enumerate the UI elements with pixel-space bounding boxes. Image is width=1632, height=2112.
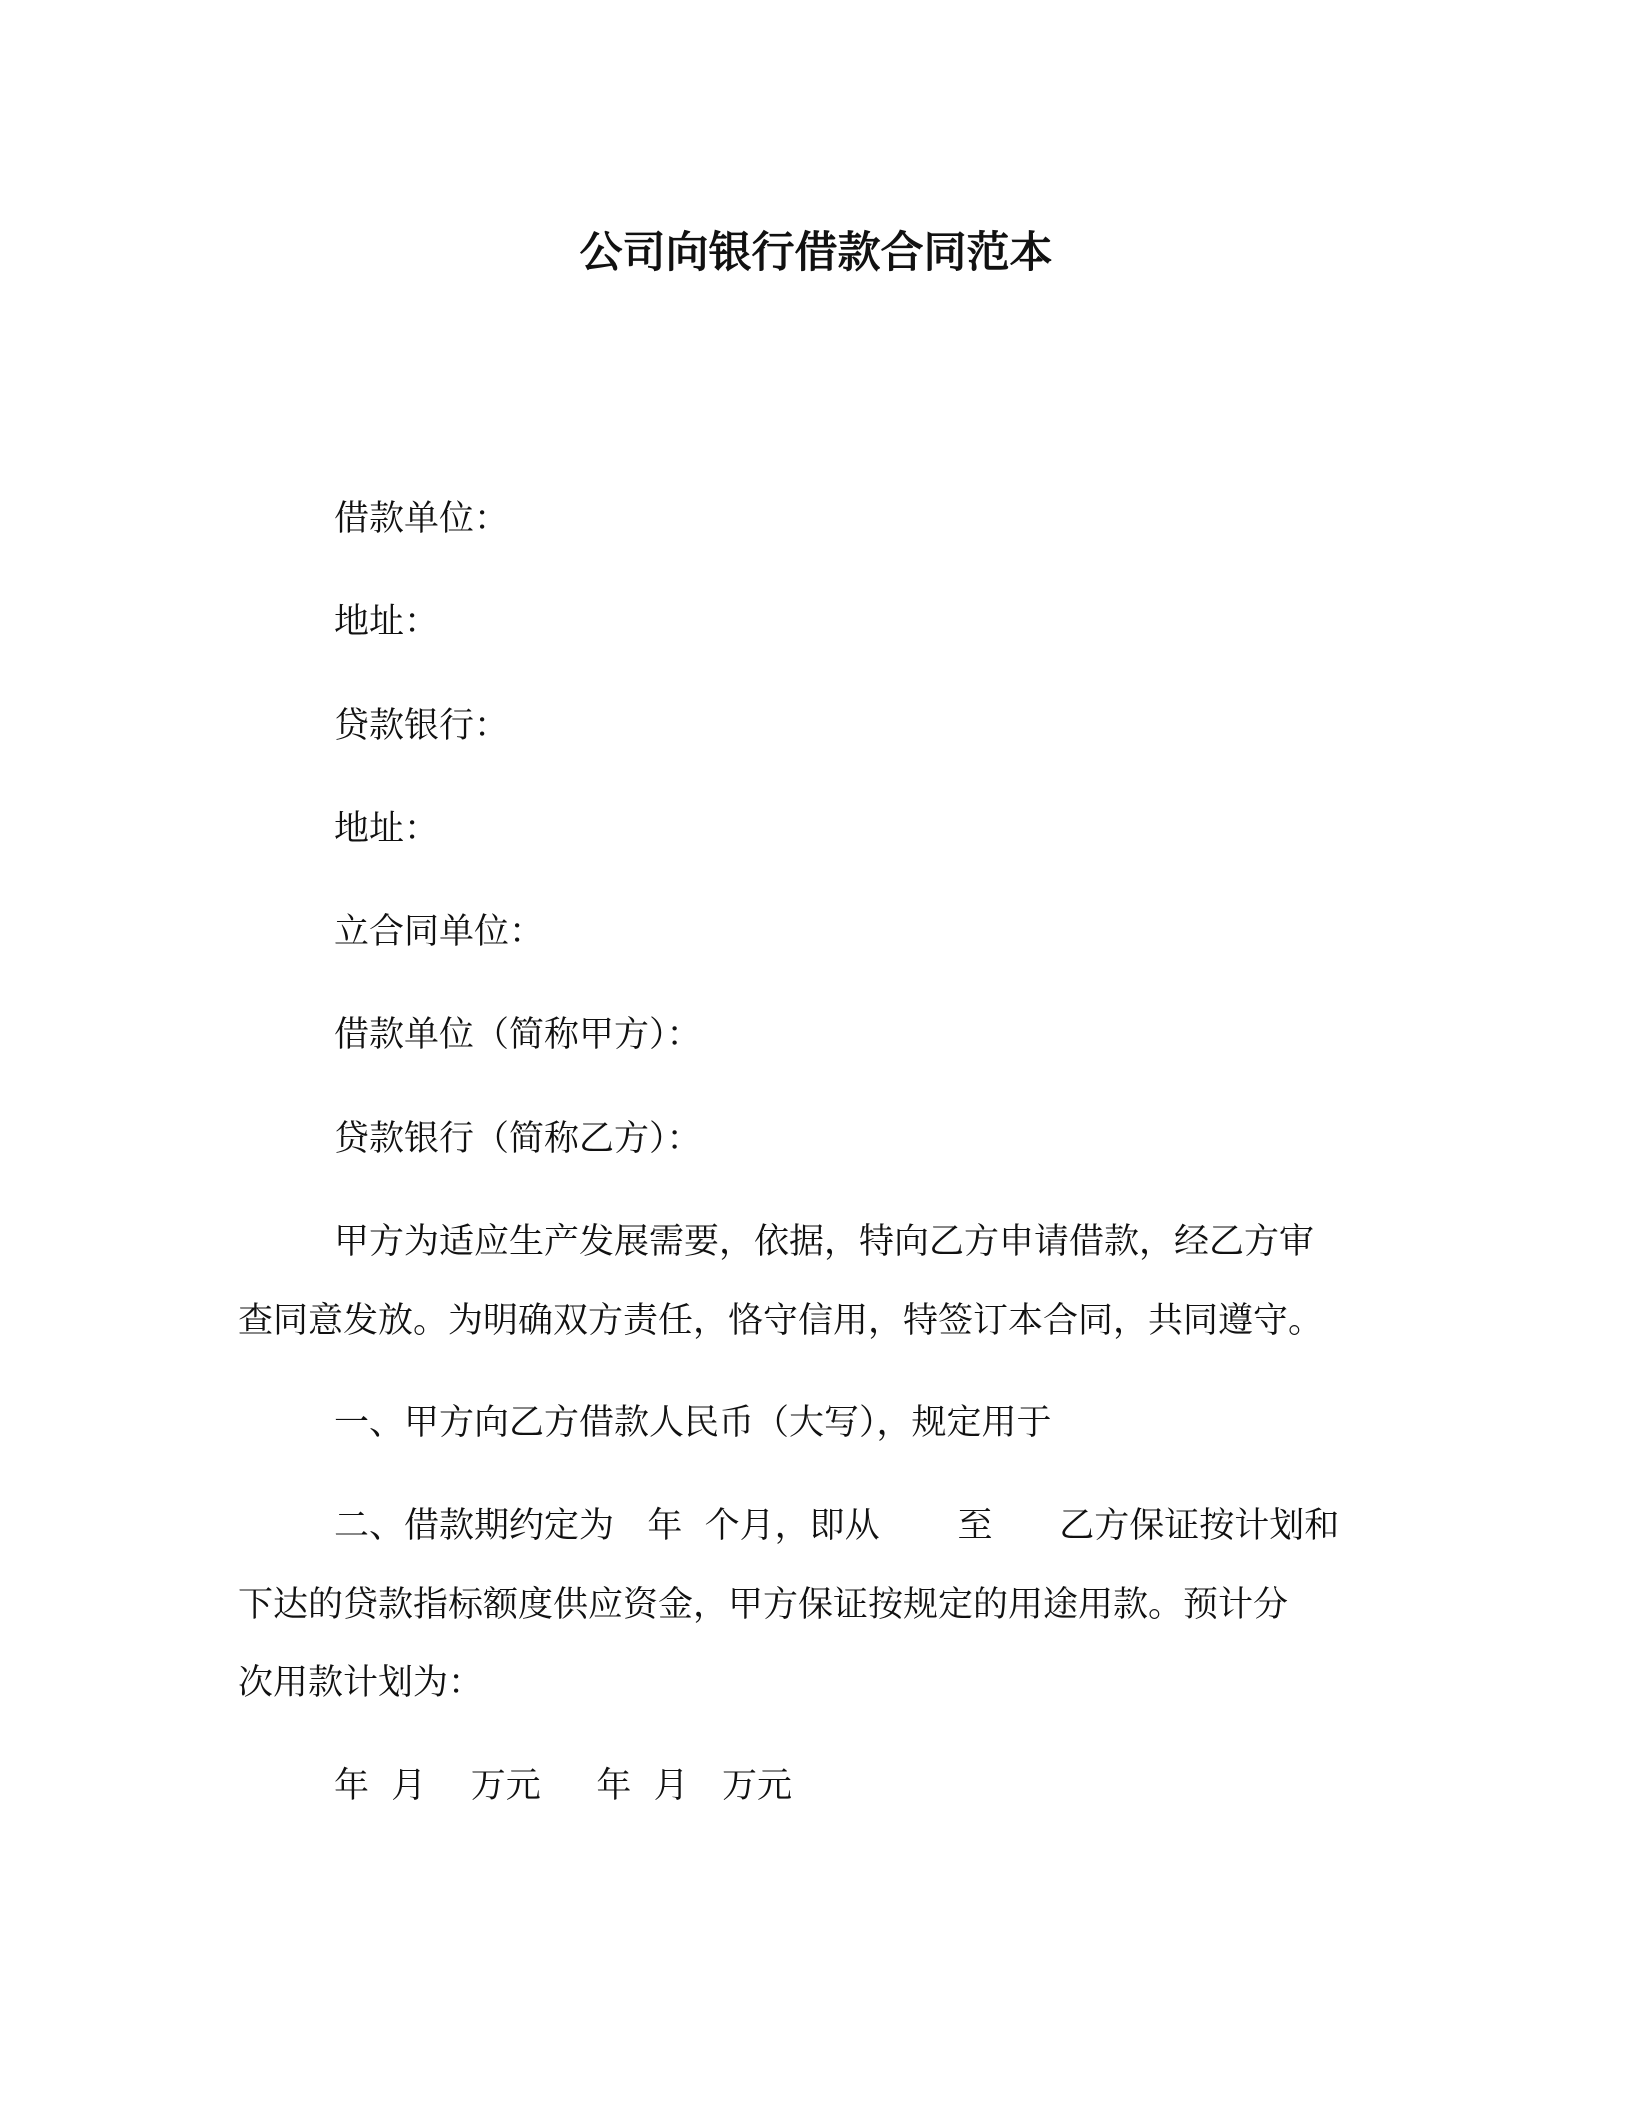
clause-1-line-1: 一、甲方向乙方借款人民币（大写），规定用于	[334, 1403, 1052, 1443]
field-bank-address: 地址：	[334, 809, 440, 849]
field-borrower-address: 地址：	[334, 602, 440, 642]
field-party-a: 借款单位（简称甲方）：	[334, 1015, 702, 1055]
field-party-b: 贷款银行（简称乙方）：	[334, 1119, 702, 1159]
clause-2-line-2: 下达的贷款指标额度供应资金，甲方保证按规定的用途用款。预计分	[238, 1585, 1289, 1625]
clause-2-line-1: 二、借款期约定为 年 个月，即从 至 乙方保证按计划和	[334, 1506, 1340, 1546]
document-title: 公司向银行借款合同范本	[579, 228, 1053, 278]
field-lending-bank: 贷款银行：	[334, 706, 510, 746]
preamble-line-2: 查同意发放。为明确双方责任，恪守信用，特签订本合同，共同遵守。	[238, 1301, 1324, 1341]
field-borrower-unit: 借款单位：	[334, 499, 510, 539]
schedule-line-1: 年 月 万元 年 月 万元	[334, 1766, 793, 1806]
field-contracting-parties: 立合同单位：	[334, 912, 545, 952]
preamble-line-1: 甲方为适应生产发展需要，依据，特向乙方申请借款，经乙方审	[334, 1222, 1315, 1262]
clause-2-line-3: 次用款计划为：	[238, 1663, 484, 1703]
